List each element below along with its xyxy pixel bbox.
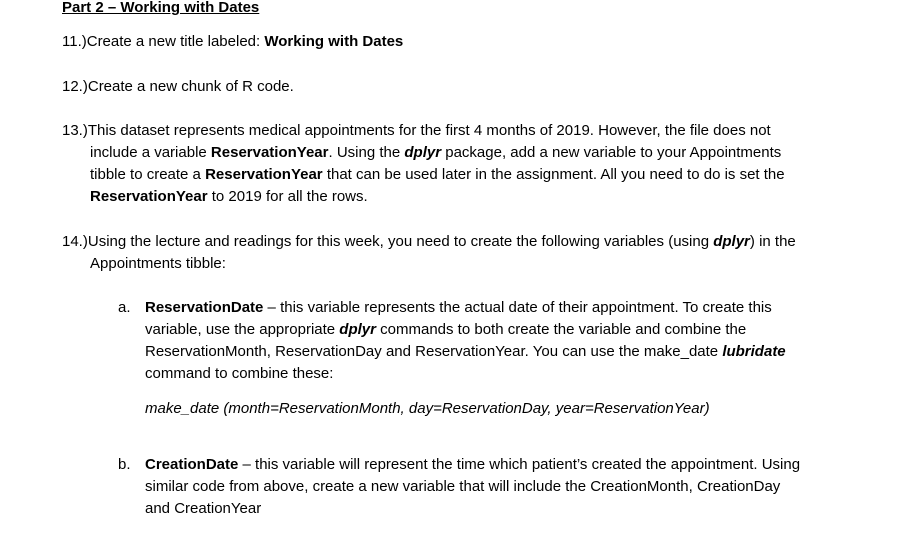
item-bold-text: ReservationYear <box>90 188 208 205</box>
item-text: – this variable will represent the time which patient’s created the appointment. Using <box>238 456 801 473</box>
list-item-14 <box>62 231 842 275</box>
item-bold-italic-text: lubridate <box>722 343 786 360</box>
item-number: 14.) <box>62 233 88 250</box>
sub-item-b <box>118 454 858 520</box>
item-text: package, add a new variable to your Appointments <box>441 144 782 161</box>
code-example: make_date (month=ReservationMonth, day=ReservationDay, year=ReservationYear) <box>145 400 710 417</box>
item-bold-text: ReservationYear <box>205 166 323 183</box>
list-item-12 <box>62 76 842 98</box>
item-text: Create a new title labeled: <box>86 33 265 50</box>
item-text: include a variable <box>90 144 211 161</box>
item-bold-text: ReservationDate <box>145 299 264 316</box>
item-bold-text: Working with Dates <box>264 33 404 50</box>
item-text: Appointments tibble: <box>90 255 226 272</box>
item-bold-italic-text: dplyr <box>713 233 750 250</box>
item-text: tibble to create a <box>90 166 206 183</box>
item-text: – this variable represents the actual date of their appointment. To create this <box>263 299 772 316</box>
item-number: 12.) <box>62 78 88 95</box>
item-text: variable, use the appropriate <box>145 321 340 338</box>
item-text: . Using the <box>328 144 405 161</box>
section-heading: Part 2 – Working with Dates <box>62 0 260 16</box>
item-bold-text: ReservationYear <box>210 144 329 161</box>
item-bold-text: CreationDate <box>145 456 239 473</box>
sub-item-letter: b. <box>118 456 131 473</box>
item-text: similar code from above, create a new variable that will include the CreationMonth, CreationDay <box>145 478 781 495</box>
item-text: This dataset represents medical appointments for the first 4 months of 2019. However, the file does not <box>87 122 771 139</box>
item-text: to 2019 for all the rows. <box>207 188 368 205</box>
item-text: that can be used later in the assignment. All you need to do is set the <box>322 166 785 183</box>
list-item-11 <box>62 31 842 53</box>
item-number: 13.) <box>62 122 88 139</box>
item-text: ReservationMonth, ReservationDay and ReservationYear. You can use the make_date <box>145 343 723 360</box>
item-bold-italic-text: dplyr <box>404 144 442 161</box>
sub-item-letter: a. <box>118 299 131 316</box>
item-text: Using the lecture and readings for this week, you need to create the following variables (using <box>87 233 714 250</box>
item-number: 11.) <box>62 33 87 50</box>
sub-item-a <box>118 297 858 385</box>
item-bold-italic-text: dplyr <box>339 321 376 338</box>
item-text: ) in the <box>749 233 796 250</box>
item-text: Create a new chunk of R code. <box>87 78 294 95</box>
list-item-13 <box>62 120 842 208</box>
item-text: commands to both create the variable and combine the <box>375 321 747 338</box>
item-text: and CreationYear <box>145 500 262 517</box>
item-text: command to combine these: <box>145 365 334 382</box>
